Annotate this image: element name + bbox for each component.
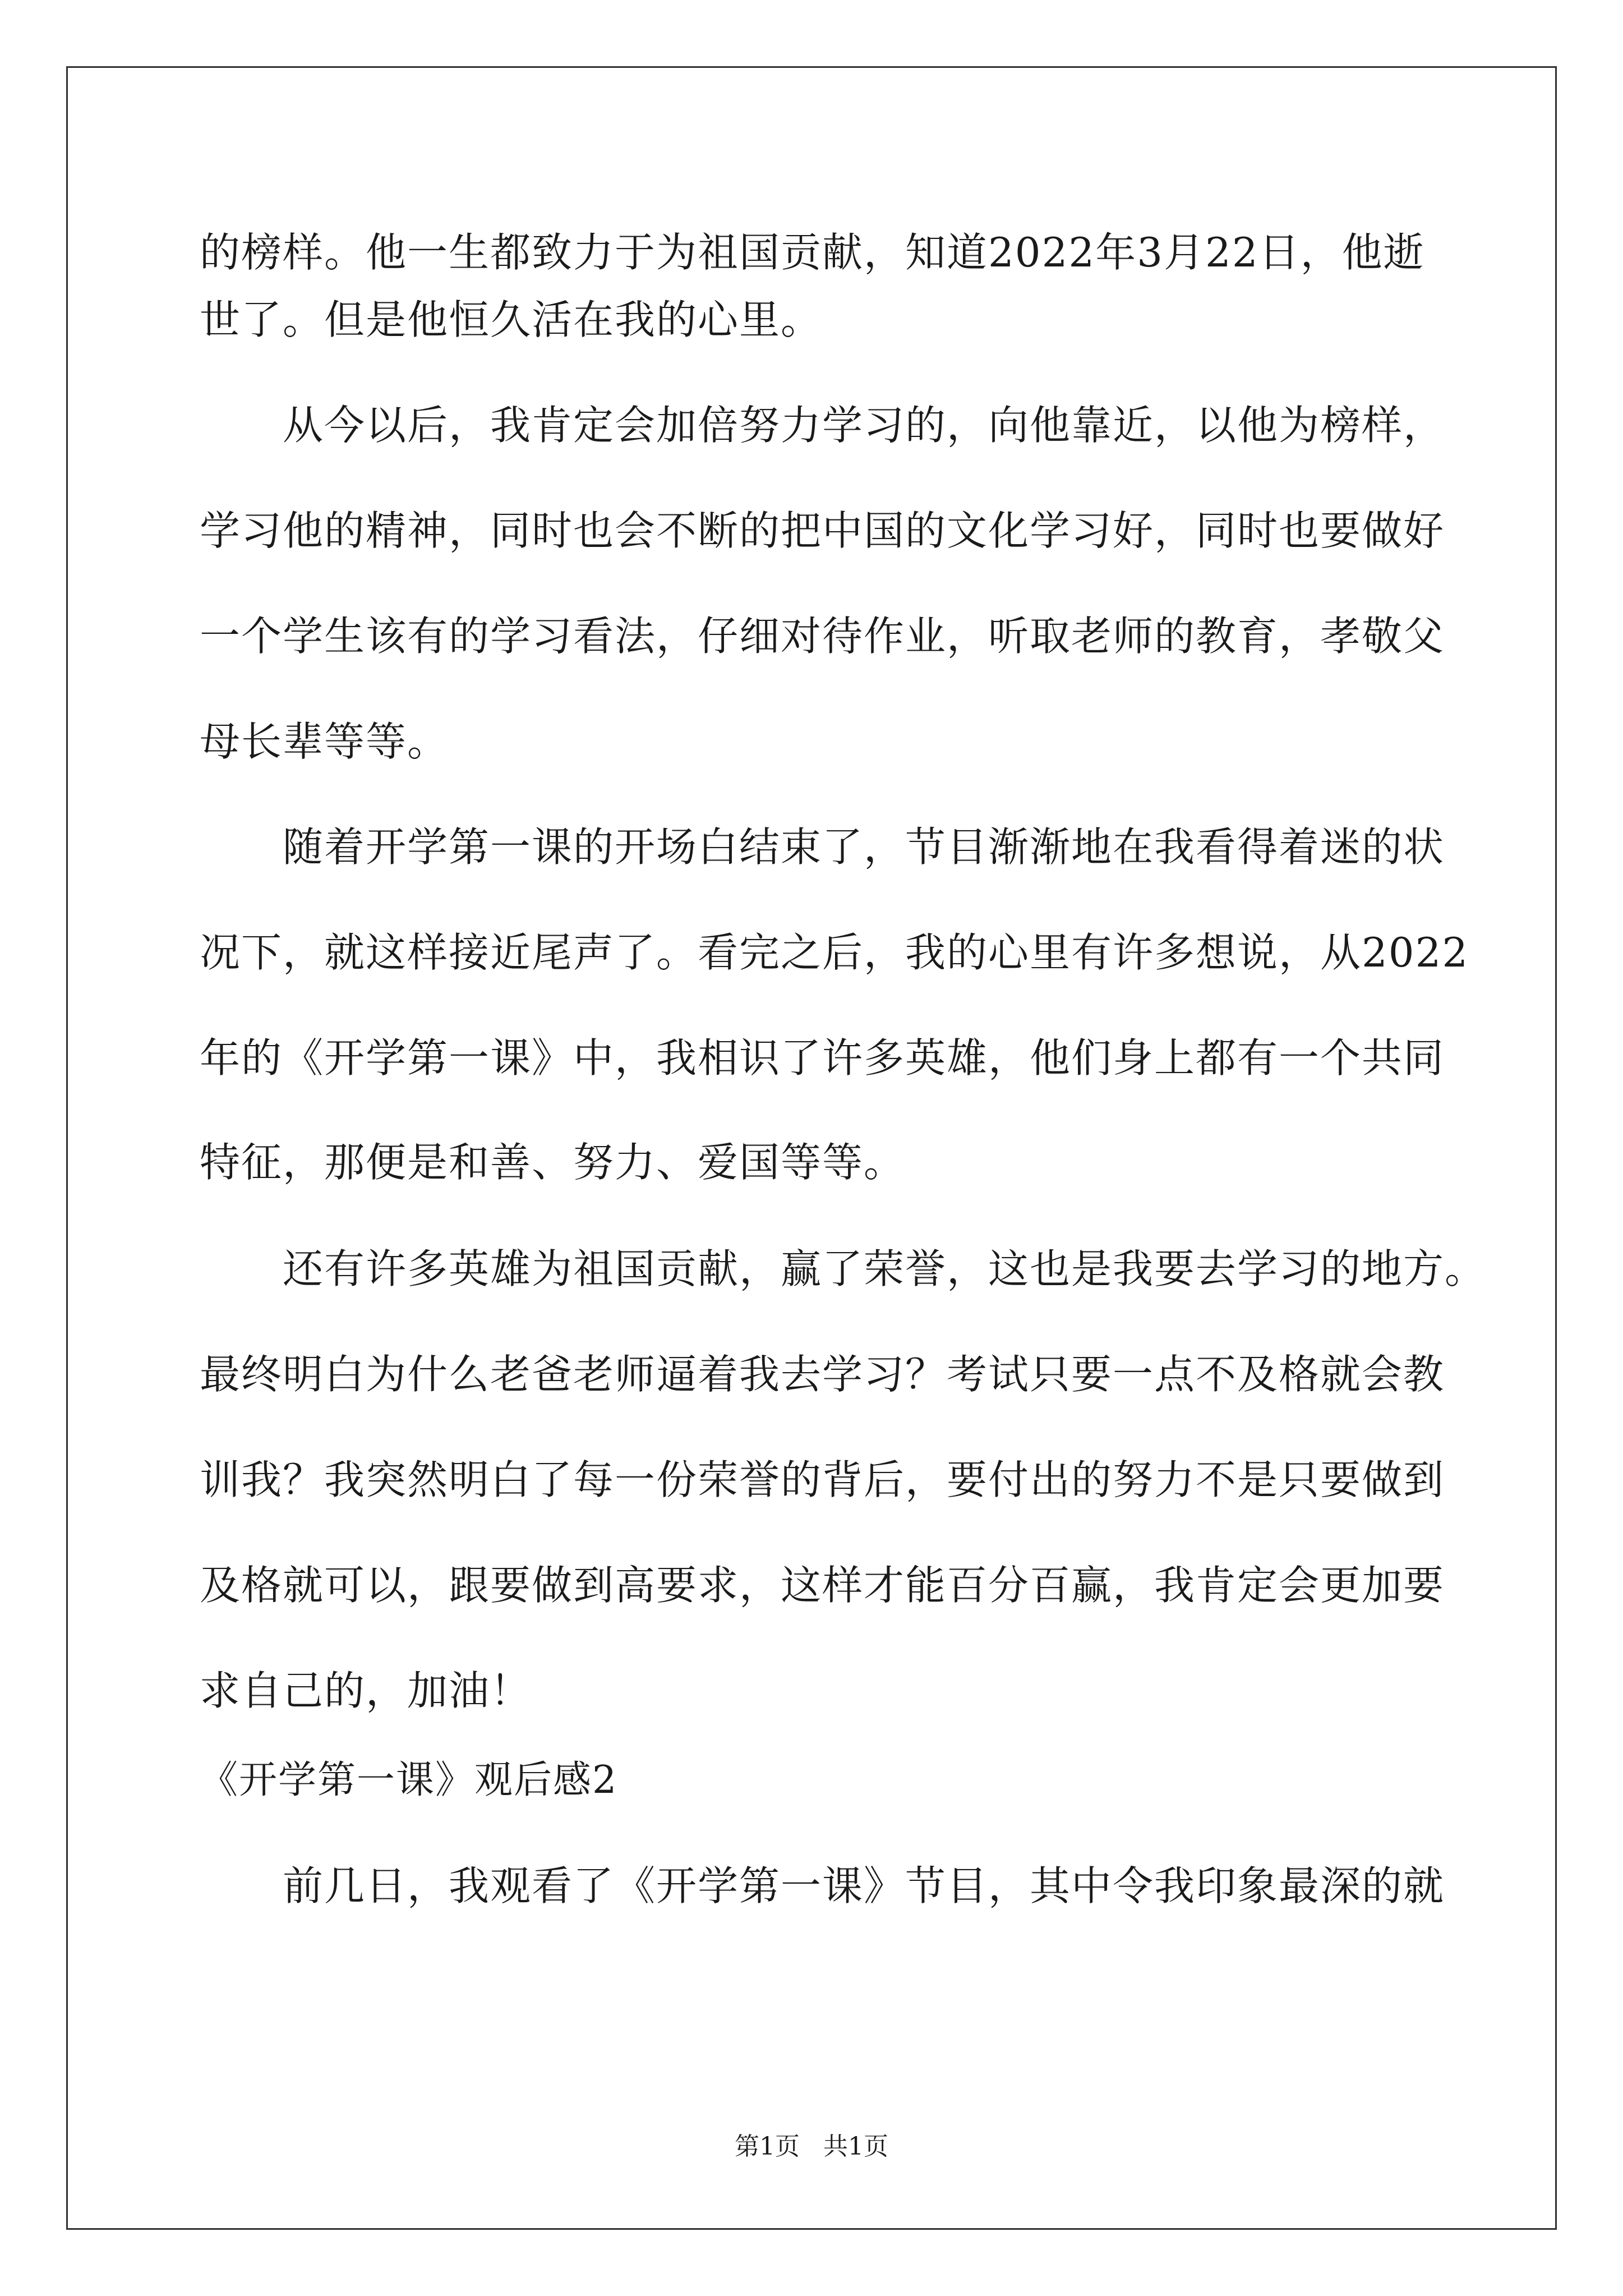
text-line: 特征，那便是和善、努力、爱国等等。 [200, 1139, 906, 1186]
paragraph-start-line: 随着开学第一课的开场白结束了，节目渐渐地在我看得着迷的状 [283, 823, 1445, 871]
page-footer: 第1页 共1页 [735, 2132, 888, 2161]
paragraph-start-line: 还有许多英雄为祖国贡献，赢了荣誉，这也是我要去学习的地方。 [283, 1245, 1487, 1292]
text-line: 求自己的，加油！ [200, 1667, 532, 1714]
text-line: 及格就可以，跟要做到高要求，这样才能百分百赢，我肯定会更加要 [200, 1562, 1445, 1609]
text-line: 况下，就这样接近尾声了。看完之后，我的心里有许多想说，从2022 [200, 929, 1469, 976]
text-line: 一个学生该有的学习看法，仔细对待作业，听取老师的教育，孝敬父 [200, 613, 1445, 660]
text-line: 的榜样。他一生都致力于为祖国贡献，知道2022年3月22日，他逝 [200, 229, 1425, 276]
text-line: 世了。但是他恒久活在我的心里。 [200, 296, 823, 343]
paragraph-start-line: 从今以后，我肯定会加倍努力学习的，向他靠近，以他为榜样， [283, 402, 1445, 449]
text-line: 最终明白为什么老爸老师逼着我去学习？考试只要一点不及格就会教 [200, 1351, 1445, 1398]
text-line: 学习他的精神，同时也会不断的把中国的文化学习好，同时也要做好 [200, 507, 1445, 554]
section-heading: 《开学第一课》观后感2 [200, 1758, 618, 1802]
text-line: 母长辈等等。 [200, 718, 449, 765]
text-line: 年的《开学第一课》中，我相识了许多英雄，他们身上都有一个共同 [200, 1034, 1445, 1082]
paragraph-start-line: 前几日，我观看了《开学第一课》节目，其中令我印象最深的就 [283, 1862, 1445, 1910]
text-line: 训我？我突然明白了每一份荣誉的背后，要付出的努力不是只要做到 [200, 1456, 1445, 1503]
